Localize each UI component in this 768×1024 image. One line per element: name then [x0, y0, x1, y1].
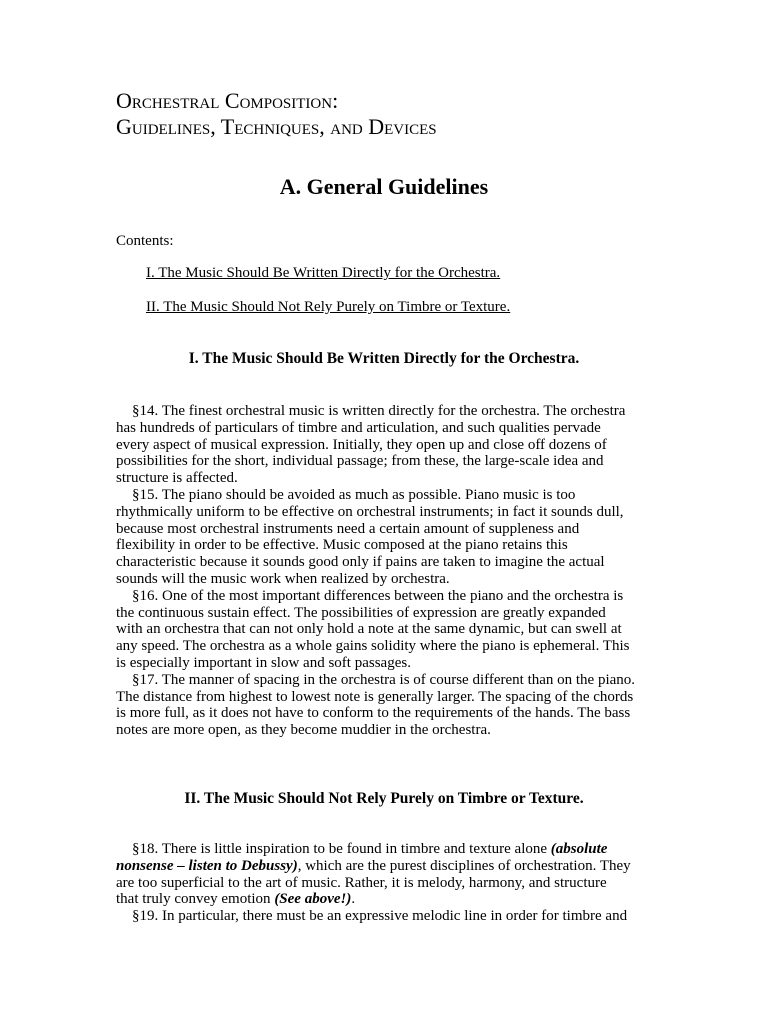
text-line: has hundreds of particulars of timbre and articulation, and such qualities pervade	[116, 419, 601, 436]
text-line: §19. In particular, there must be an expressive melodic line in order for timbre and	[132, 908, 628, 925]
text-line: notes are more open, as they become muddier in the orchestra.	[116, 722, 491, 739]
text-line: flexibility in order to be effective. Music composed at the piano retains this	[116, 537, 568, 554]
text-line: possibilities for the short, individual passage; from these, the large-scale idea and	[116, 453, 604, 470]
toc-link-section-1[interactable]: I. The Music Should Be Written Directly for the Orchestra.	[146, 265, 501, 281]
section-heading: A. General Guidelines	[279, 174, 489, 199]
text-line: §15. The piano should be avoided as much as possible. Piano music is too	[132, 486, 576, 503]
text-line	[116, 858, 648, 875]
section-1-body	[116, 403, 648, 739]
emphasis-text: (absolute	[550, 841, 608, 857]
text-line: because most orchestral instruments need a certain amount of suppleness and	[116, 520, 580, 537]
subsection-heading-2: II. The Music Should Not Rely Purely on Timbre or Texture.	[184, 790, 584, 807]
paragraph-16	[116, 588, 648, 672]
paragraph-18	[116, 841, 648, 908]
text-line: sounds will the music work when realized by orchestra.	[116, 570, 450, 587]
document-title-line-1: Orchestral Composition:	[116, 88, 339, 113]
text-run: that truly convey emotion	[116, 891, 275, 908]
text-line: is especially important in slow and soft passages.	[116, 654, 411, 671]
text-line: The distance from highest to lowest note is generally larger. The spacing of the chords	[116, 688, 634, 705]
text-line: §14. The finest orchestral music is written directly for the orchestra. The orchestra	[132, 403, 626, 419]
document-title	[116, 88, 437, 140]
emphasis-text: (See above!)	[274, 891, 352, 908]
emphasis-text: nonsense – listen to Debussy)	[116, 857, 298, 874]
text-line: is more full, as it does not have to conform to the requirements of the hands. The bass	[116, 705, 631, 722]
text-line: every aspect of musical expression. Initially, they open up and close off dozens of	[116, 436, 607, 453]
text-line: §17. The manner of spacing in the orchestra is of course different than on the piano.	[132, 671, 636, 688]
contents-label: Contents:	[116, 233, 174, 249]
text-line: structure is affected.	[116, 470, 238, 487]
text-line: rhythmically uniform to be effective on orchestral instruments; in fact it sounds dull,	[116, 503, 624, 520]
paragraph-14	[116, 403, 648, 487]
paragraph-19	[116, 908, 648, 925]
section-2-body	[116, 841, 648, 925]
text-line	[116, 891, 648, 908]
text-run: §18. There is little inspiration to be found in timbre and texture alone	[132, 841, 551, 857]
text-run: .	[351, 891, 356, 908]
text-line: any speed. The orchestra as a whole gains solidity where the piano is ephemeral. This	[116, 638, 630, 655]
toc-link-section-2[interactable]: II. The Music Should Not Rely Purely on Timbre or Texture.	[146, 299, 511, 315]
paragraph-17	[116, 672, 648, 739]
subsection-heading-1: I. The Music Should Be Written Directly for the Orchestra.	[188, 350, 580, 367]
text-line: are too superficial to the art of music. Rather, it is melody, harmony, and structure	[116, 874, 607, 891]
text-line: characteristic because it sounds good only if pains are taken to imagine the actual	[116, 554, 605, 571]
document-title-line-2: Guidelines, Techniques, and Devices	[116, 114, 437, 139]
text-line: with an orchestra that can not only hold a note at the same dynamic, but can swell at	[116, 621, 622, 638]
text-line	[116, 841, 648, 858]
text-line: §16. One of the most important differences between the piano and the orchestra is	[132, 587, 624, 604]
text-line: the continuous sustain effect. The possibilities of expression are greatly expanded	[116, 604, 606, 621]
text-run: , which are the purest disciplines of orchestration. They	[297, 857, 631, 874]
paragraph-15	[116, 487, 648, 588]
